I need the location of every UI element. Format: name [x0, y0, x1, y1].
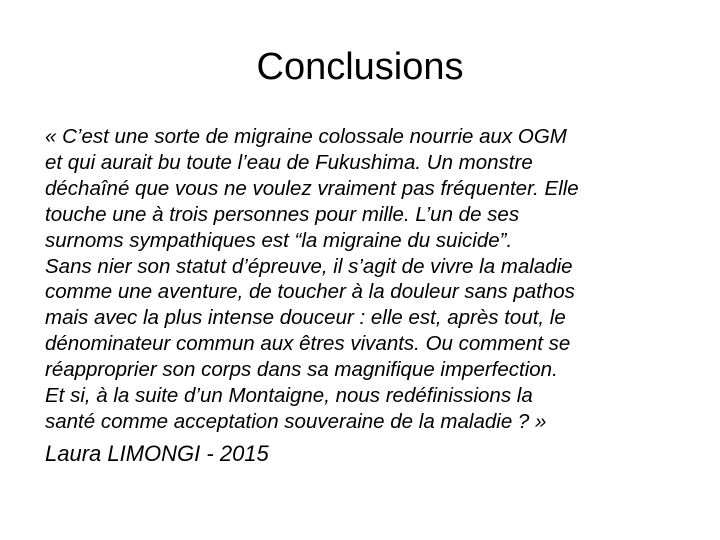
quote-line: et qui aurait bu toute l’eau de Fukushima. Un monstre	[45, 150, 533, 174]
quote-line: mais avec la plus intense douceur : elle est, après tout, le	[45, 306, 566, 330]
quote-author: Laura LIMONGI - 2015	[45, 440, 269, 466]
quote-block	[45, 124, 695, 469]
quote-line: santé comme acceptation souveraine de la maladie ? »	[45, 409, 547, 433]
slide-title: Conclusions	[256, 46, 464, 88]
quote-line: Sans nier son statut d’épreuve, il s’agit de vivre la maladie	[45, 254, 573, 278]
quote-line: dénominateur commun aux êtres vivants. Ou comment se	[45, 332, 571, 356]
quote-line: touche une à trois personnes pour mille. L’un de ses	[45, 202, 520, 226]
quote-line: « C’est une sorte de migraine colossale nourrie aux OGM	[45, 125, 567, 148]
quote-line: déchaîné que vous ne voulez vraiment pas fréquenter. Elle	[45, 176, 579, 200]
quote-line: réapproprier son corps dans sa magnifique imperfection.	[45, 358, 558, 382]
quote-line: Et si, à la suite d’un Montaigne, nous redéfinissions la	[45, 384, 533, 408]
quote-line: surnoms sympathiques est “la migraine du suicide”.	[45, 228, 513, 252]
quote-line: comme une aventure, de toucher à la douleur sans pathos	[45, 280, 575, 304]
